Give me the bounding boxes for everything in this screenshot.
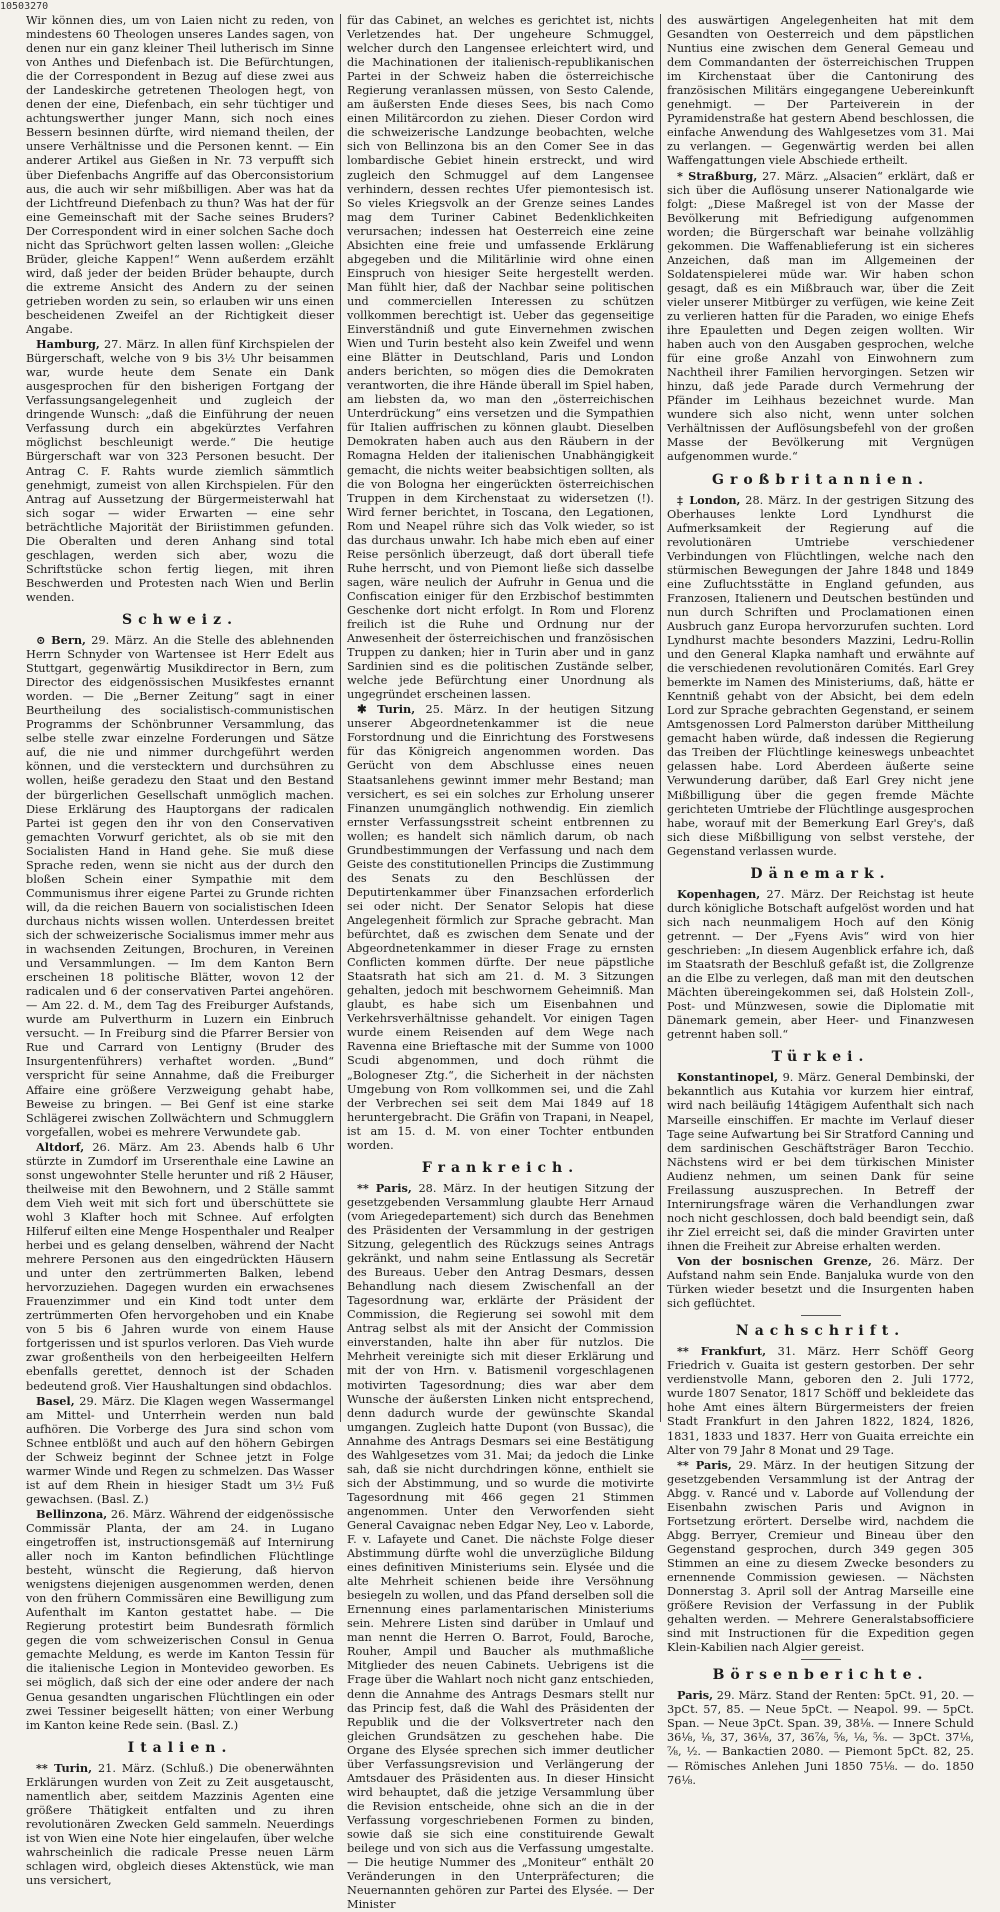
article-paragraph: für das Cabinet, an welches es gerichtet ist, nichts Verletzendes hat. Der ungeheure Schmuggel, welcher durch den Langensee erleichtert wird, und die Machinationen der italienisch-republikanischen Partei in der Schweiz haben die österreichische Regierung veranlassen müssen, von Sesto Calende, am äußersten Ende dieses Sees, bis nach Como einen Militärcordon zu ziehen. Dieser Cordon wird die schweizerische Landzunge beobachten, welche sich von Bellinzona bis an den Comer See in das lombardische Gebiet hinein erstreckt, und wird zugleich den Schmuggel auf dem Langensee verhindern, dessen rechtes Ufer piemontesisch ist. So vieles Kriegsvolk an der Grenze seines Landes mag dem Turiner Cabinet Bedenklichkeiten verursachen; indessen hat Oesterreich eine zeine Absichten eine freie und umfassende Erklärung abgegeben und die Militärlinie wird ohne einen Einspruch von hiesiger Seite hergestellt werden. Man fühlt hier, daß der Nachbar seine politischen und commerciellen Interessen zu schützen vollkommen berechtigt ist. Ueber das gegenseitige Einverständniß und gute Einvernehmen zwischen Wien und Turin besteht also kein Zweifel und wenn eine Blätter in Deutschland, Paris und London anders berichten, so mögen dies die Demokraten verantworten, die ihre Hände überall im Spiel haben, am liebsten da, wo man den „österreichischen Unterdrückung“ eins versetzen und die Sympathien für Italien auffrischen zu können glaubt. Dieselben Demokraten haben auch aus den Räubern in der Romagna Helden der italienischen Unabhängigkeit gemacht, die nichts weiter beabsichtigen sollten, als die von Bologna her eingerückten österreichischen Truppen in dem Kirchenstaat zu widersetzen (!). Wird ferner berichtet, in Toscana, den Legationen, Rom und Neapel rühre sich das Volk wieder, so ist das durchaus unwahr. Ich habe mich eben auf einer Reise persönlich überzeugt, daß dort überall tiefe Ruhe herrscht, und von Piemont ließe sich dasselbe sagen, wäre neulich der Aufruhr in Genua und die Confiscation einiger für den Erzbischof bestimmten Geschenke dort nicht erfolgt. In Rom und Florenz freilich ist die Ruhe und Ordnung nur der Anwesenheit der österreichischen und französischen Truppen zu danken; hier in Turin aber und in ganz Sardinien sind es die politischen Zustände selber, welche jede Befürchtung einer Unordnung als ungegründet erscheinen lassen. [347, 14, 654, 702]
dateline: ** Paris, [357, 1180, 412, 1195]
dateline: Basel, [36, 1393, 75, 1408]
section-heading-daenemark: Dänemark. [750, 865, 891, 882]
section-heading-grossbritannien: Großbritannien. [712, 471, 929, 488]
article-paragraph [667, 1254, 974, 1311]
section-heading-tuerkei: Türkei. [771, 1049, 870, 1066]
article-paragraph [26, 1761, 334, 1888]
section-heading-boersenberichte: Börsenberichte. [712, 1667, 929, 1684]
article-text: 21. März. (Schluß.) Die obenerwähnten Erklärungen wurden von Zeit zu Zeit ausgetauscht, namentlich aber, seitdem Mazzinis Agenten eine größere Thätigkeit entfalten und zu ihren revolutionären Zwecken Geld sammeln. Neuerdings ist von Wien eine Note hier eingelaufen, über welche wahrscheinlich die radicale Presse neuen Lärm schlagen wird, obgleich dieses Aktenstück, wie man uns versichert, [26, 1761, 334, 1888]
article-paragraph [26, 1394, 334, 1507]
article-text: 29. März. An die Stelle des ablehnenden Herrn Schnyder von Wartensee ist Herr Edelt aus Stuttgart, gegenwärtig Musikdirector in Bern, zum Director des eidgenössischen Musikfestes ernannt worden. — Die „Berner Zeitung“ sagt in einer Beurtheilung des socialistisch-communistischen Programms der Schönbrunner Versammlung, das selbe stelle zwar einzelne Forderungen und Sätze auf, die nie und nimmer durchgeführt werden können, und die verstecktern und durchsühren zu wollen, heiße geradezu den Staat und den Bestand der bürgerlichen Gesellschaft unmöglich machen. Diese Erklärung des Hauptorgans der radicalen Partei ist gegen den ihr von den Conservativen gemachten Vorwurf gerichtet, als ob sie mit den Socialisten Hand in Hand gehe. Sie muß diese Sprache reden, wenn sie nicht aus der durch den bloßen Schein einer Sympathie mit dem Communismus ihrer eigene Partei zu Grunde richten will, da die reichen Bauern von socialistischen Ideen durchaus nichts wissen wollen. Unterdessen breitet sich der schweizerische Socialismus immer mehr aus in wachsenden Zeitungen, Brochuren, in Vereinen und Versammlungen. — Im dem Kanton Bern erscheinen 18 politische Blätter, wovon 12 der radicalen und 6 der conservativen Partei angehören. — Am 22. d. M., dem Tag des Freiburger Aufstands, wurde am Pulverthurm in Luzern ein Einbruch versucht. — In Freiburg sind die Pfarrer Bersier von Rue und Carrard von Lentigny (Bruder des Insurgentenführers) verhaftet worden. „Bund“ verspricht für seine Annahme, daß die Freiburger Affaire eine größere Verzweigung gehabt habe, Beweise zu bringen. — Bei Genf ist eine starke Schlägerei zwischen Zollwächtern und Schmugglern vorgefallen, wobei es mehrere Verwundete gab. [26, 634, 334, 1139]
article-text: 26. März. Am 23. Abends halb 6 Uhr stürzte in Zumdorf im Urserenthale eine Lawine an sonst ungewohnter Stelle herunter und riß 2 Häuser, theilweise mit den Bewohnern, und 2 Ställe sammt dem Vieh weit mit sich fort und überschüttete sie wohl 3 Klafter hoch mit Schnee. Auf erfolgten Hilferuf eilten eine Menge Hospenthaler und Realper herbei und es gelang denselben, während der Nacht mehrere Personen aus den eingedrückten Häusern und unter den zertrümmerten Balken, lebend hervorzuziehen. Dagegen wurden ein erwachsenes Frauenzimmer und ein Kind todt unter dem zertrümmerten Ofen hervorgehoben und ein Knabe von 5 bis 6 Jahren wurde von einem Hause fortgerissen und ist spurlos verloren. Das Vieh wurde zwar großentheils von den herbeigeeilten Helfern ebenfalls gerettet, dennoch ist der Schaden bedeutend groß. Vier Haushaltungen sind obdachlos. [26, 1140, 334, 1393]
article-text: 26. März. Während der eidgenössische Commissär Planta, der am 24. in Lugano eingetroffen ist, instructionsgemäß auf Internirung aller noch im Kanton befindlichen Flüchtlinge besteht, wünscht die Regierung, daß hiervon wenigstens diejenigen ausgenommen werden, denen von den frühern Commissären eine Bewilligung zum Aufenthalt im Kanton gestattet habe. — Die Regierung protestirt beim Bundesrath förmlich gegen die vom schweizerischen Consul in Genua gemachte Meldung, es werde im Kanton Tessin für die italienische Legion in Montevideo geworben. Es sei möglich, daß sich der eine oder andere der nach Genua gesandten ungarischen Flüchtlingen ein oder zwei Tessiner beigesellt hätten; von einer Werbung im Kanton keine Rede sein. (Basl. Z.) [26, 1507, 334, 1732]
article-text: 28. März. In der heutigen Sitzung der gesetzgebenden Versammlung glaubte Herr Arnaud (vom Ariegedepartement) sich durch das Benehmen des Präsidenten der Versammlung in der gestrigen Sitzung, gelegentlich des Rückzugs seines Antrags gekränkt, und nahm seine Entlassung als Secretär des Bureaus. Ueber den Antrag Desmars, dessen Behandlung nach diesem Zwischenfall an der Tagesordnung war, erklärte der Präsident der Commission, die Regierung sei sowohl mit dem Antrag selbst als mit der Ansicht der Commission einverstanden, halte ihn aber für nutzlos. Die Mehrheit vereinigte sich mit dieser Erklärung und mit der von Hrn. v. Batismenil vorgeschlagenen motivirten Tagesordnung; dies war aber dem Wunsche der äußersten Linken nicht entsprechend, denn dadurch wurde der gewünschte Skandal umgangen. Zugleich hatte Dupont (von Bussac), die Annahme des Antrags Desmars sei eine Bestätigung des Wahlgesetzes vom 31. Mai; da jedoch die Linke sah, daß sie nicht durchdringen könne, enthielt sie sich der Abstimmung, und so wurde die motivirte Tagesordnung mit 466 gegen 21 Stimmen angenommen. Unter den Verworfenden sieht General Cavaignac neben Edgar Ney, Leo v. Laborde, F. v. Lafayete und Canet. Die nächste Folge dieser Abstimmung dürfte wohl die unverzügliche Bildung eines definitiven Ministeriums sein. Elysée und die alte Mehrheit schienen beide ihre Versöhnung besiegeln zu wollen, und das Pfand derselben soll die Ernennung eines parlamentarischen Ministeriums sein. Mehrere Listen sind darüber in Umlauf und man nennt die Herren O. Barrot, Fould, Baroche, Rouher, Ampil und Baucher als muthmaßliche Mitglieder des neuen Cabinets. Uebrigens ist die Frage über die Wahlart noch nicht ganz entschieden, denn die Annahme des Antrags Desmars stellt nur das Princip fest, daß die Wahl des Präsidenten der Republik und die der Volksvertreter nach den gleichen Grundsätzen zu geschehen habe. Die Organe des Elysée sprechen sich immer deutlicher über Verfassungsrevision und Verlängerung der Amtsdauer des Präsidenten aus. In dieser Hinsicht wird behauptet, daß die jetzige Versammlung über die Revision entscheide, ohne sich an die in der Verfassung vorgeschriebenen Formen zu binden, sowie daß sie sich eine constituirende Gewalt beilege und von sich aus die Verfassung umgestalte. — Die heutige Nummer des „Moniteur“ enthält 20 Veränderungen in den Unterpräfecturen; die Neuernannten gehören zur Partei des Elysée. — Der Minister [347, 1181, 655, 1912]
article-paragraph [667, 169, 974, 465]
dateline: * Straßburg, [677, 168, 758, 183]
article-text: 28. März. In der gestrigen Sitzung des Oberhauses lenkte Lord Lyndhurst die Aufmerksamkeit der Regierung auf die revolutionären Umtriebe verschiedener Verbindungen von Flüchtlingen, welche nach den stürmischen Bewegungen der Jahre 1848 und 1849 eine Zufluchtsstätte in England gefunden, aus Franzosen, Italienern und Deutschen bestünden und nun durch Schriften und Proclamationen einen Ausbruch ganz Europa hervorzurufen suchten. Lord Lyndhurst machte besonders Mazzini, Ledru-Rollin und den General Klapka namhaft und erwähnte auf die verschiedenen revolutionären Comités. Earl Grey bemerkte im Namen des Ministeriums, daß, hätte er Kenntniß gehabt von der Absicht, bei dem edeln Lord zur Sprache gebrachten Gegenstand, er seinem Amtsgenossen Lord Palmerston darüber Mittheilung gemacht haben würde, daß indessen die Regierung das Treiben der Flüchtlinge keineswegs unbeachtet gelassen habe. Lord Aberdeen äußerte seine Verwunderung darüber, daß Earl Grey nicht jene Mißbilligung über die gegen fremde Mächte gerichteten Umtriebe der Flüchtlinge ausgesprochen habe, worauf mit der Bemerkung Earl Grey's, daß sich diese Mißbilligung von selbst verstehe, der Gegenstand verlassen wurde. [667, 493, 974, 858]
article-paragraph [26, 337, 334, 605]
article-paragraph [667, 887, 974, 1043]
article-text: 31. März. Herr Schöff Georg Friedrich v. Guaita ist gestern gestorben. Der sehr verdienstvolle Mann, geboren den 2. Juli 1772, wurde 1807 Senator, 1817 Schöff und bekleidete das hohe Amt eines ältern Bürgermeisters der freien Stadt Frankfurt in den Jahren 1822, 1824, 1826, 1831, 1833 und 1837. Herr von Guaita erreichte ein Alter von 79 Jahr 8 Monat und 29 Tage. [667, 1345, 974, 1457]
dateline: Kopenhagen, [677, 886, 761, 901]
dateline: Altdorf, [36, 1139, 85, 1154]
article-paragraph [667, 1458, 974, 1656]
section-heading-nachschrift: Nachschrift. [735, 1323, 906, 1340]
archive-serial-number: 10503270 [0, 1, 49, 12]
article-text: 25. März. In der heutigen Sitzung unserer Abgeordnetenkammer ist die neue Forstordnung und die Einrichtung des Forstwesens für das Königreich angenommen worden. Das Gerücht von dem Abschlusse eines neuen Staatsanlehens gewinnt immer mehr Bestand; man versichert, es sei ein solches zur Erholung unserer Finanzen unumgänglich nothwendig. Ein ziemlich ernster Verfassungsstreit scheint entbrennen zu wollen; es handelt sich nämlich darum, ob nach Grundbestimmungen der Verfassung und nach dem Geiste des constitutionellen Princips die Zustimmung des Senats zu den Beschlüssen der Deputirtenkammer über Finanzsachen erforderlich sei oder nicht. Der Senator Selopis hat diese Angelegenheit förmlich zur Sprache gebracht. Man befürchtet, daß es zwischen dem Senate und der Abgeordnetenkammer in dieser Frage zu ernsten Conflicten kommen dürfte. Der neue päpstliche Staatsrath hat sich am 21. d. M. 3 Sitzungen gehalten, jedoch mit beschwornem Geheimniß. Man glaubt, es habe sich um Eisenbahnen und Verkehrsverhältnisse gehandelt. Vor einigen Tagen wurde einem Reisenden auf dem Wege nach Ravenna eine Brieftasche mit der Summe von 1000 Scudi abgenommen, und doch rühmt die „Bologneser Ztg.“, die Sicherheit in der nächsten Umgebung von Rom vollkommen sei, und die Zahl der Verbrechen sei seit dem Mai 1849 auf 18 heruntergebracht. Die Gräfin von Trapani, in Neapel, ist am 15. d. M. von einer Tochter entbunden worden. [347, 703, 654, 1152]
dateline: Von der bosnischen Grenze, [677, 1253, 872, 1268]
dateline: ‡ London, [677, 492, 741, 507]
section-divider [801, 1659, 841, 1660]
column-3 [660, 14, 980, 1787]
section-heading-schweiz: Schweiz. [122, 611, 238, 628]
article-text: 26. März. Der Aufstand nahm sein Ende. Banjaluka wurde von den Türken wieder besetzt und die Insurgenten haben sich geflüchtet. [667, 1254, 974, 1311]
article-paragraph: Wir können dies, um von Laien nicht zu reden, von mindestens 60 Theologen unseres Landes sagen, von denen nur ein ganz kleiner Theil lutherisch im Sinne von Anthes und Diefenbach ist. Die Befürchtungen, die der Correspondent in Bezug auf diese zwei aus der Landeskirche getretenen Theologen hegt, von denen der eine, Diefenbach, ein sehr tüchtiger und achtungswerther junger Mann, sich noch eines Bessern besinnen dürfte, wird niemand theilen, der unsere Verhältnisse und die Personen kennt. — Ein anderer Artikel aus Gießen in Nr. 73 verpufft sich über Diefenbachs Angriffe auf das Oberconsistorium aus, die auch wir sehr mißbilligen. Aber was hat da der Lichtfreund Diefenbach zu thun? Was hat der für eine Gemeinschaft mit der Sache seines Bruders? Der Correspondent wird in einer solchen Sache doch nicht das Sprüchwort gelten lassen wollen: „Gleiche Brüder, gleiche Kappen!“ Wenn außerdem erzählt wird, daß jeder der beiden Brüder behaupte, durch die extreme Ansicht des Andern zu der seinen getrieben worden zu sein, so erlauben wir uns einen bescheidenen Zweifel an der Richtigkeit dieser Angabe. [26, 14, 334, 337]
article-paragraph [667, 1344, 974, 1457]
article-text: 29. März. In der heutigen Sitzung der gesetzgebenden Versammlung ist der Antrag der Abgg. v. Rancé und v. Laborde auf Vollendung der Eisenbahn zwischen Paris und Avignon in Fortsetzung erörtert. Derselbe wird, nachdem die Abgg. Berryer, Cremieur und Bineau über den Gegenstand gesprochen, durch 349 gegen 305 Stimmen an eine zu diesem Zwecke besonders zu ernennende Commission gewiesen. — Nächsten Donnerstag 3. April soll der Antrag Marseille eine größere Revision der Verfassung in der Publik gehalten werden. — Mehrere Generalstabsofficiere sind mit Instructionen für die Expedition gegen Klein-Kabilien nach Algier gereist. [667, 1458, 975, 1655]
article-paragraph [347, 702, 654, 1153]
dateline: ** Frankfurt, [677, 1344, 767, 1359]
article-paragraph [26, 633, 334, 1140]
dateline: Bellinzona, [36, 1506, 108, 1521]
dateline: ** Turin, [36, 1760, 93, 1775]
article-paragraph [667, 1070, 974, 1254]
article-paragraph [347, 1181, 654, 1912]
article-text: 27. März. Der Reichstag ist heute durch königliche Botschaft aufgelöst worden und hat sich nach neunmaligem Hoch auf den König getrennt. — Der „Fyens Avis“ wird von hier geschrieben: „In diesem Augenblick erfahre ich, daß im Staatsrath der Beschluß gefaßt ist, die Zollgrenze an die Elbe zu verlegen, daß man mit den deutschen Mächten übereingekommen sei, daß Holstein Zoll-, Post- und Münzwesen, sowie die Diplomatie mit Dänemark gemein, aber Heer- und Finanzwesen getrennt haben soll.“ [667, 887, 974, 1042]
column-2 [340, 14, 660, 1912]
dateline: ** Paris, [677, 1457, 732, 1472]
article-text: 27. März. „Alsacien“ erklärt, daß er sich über die Auflösung unserer Nationalgarde wie folgt: „Diese Maßregel ist von der Masse der Bevölkerung mit Befriedigung aufgenommen worden; die Bürgerschaft war beinahe vollzählig gekommen. Die Waffenablieferung ist ein sicheres Anzeichen, daß man im Allgemeinen der Soldatenspielerei müde war. Wir haben schon gesagt, daß es ein Mißbrauch war, über die Zeit vieler unserer Mitbürger zu verfügen, wie keine Zeit zu verlieren hatten für die Paraden, wo einige Ehefs ihre Epauletten und Degen zeigen wollten. Wir haben auch von den Ausgaben gesprochen, welche für eine große Anzahl von Einwohnern zum Nachtheil ihrer Familien hervorgingen. Setzen wir hinzu, daß jede Parade durch Vermehrung der Pfänder im Leihhaus bezeichnet wurde. Man wundere sich also nicht, wenn unter solchen Verhältnissen der Auflösungsbefehl von der großen Masse der Bevölkerung mit Vergnügen aufgenommen wurde.“ [667, 169, 975, 464]
section-heading-italien: Italien. [127, 1739, 233, 1756]
section-heading-frankreich: Frankreich. [421, 1159, 580, 1176]
dateline: ⊙ Bern, [36, 633, 86, 648]
article-paragraph [667, 493, 974, 859]
section-divider [801, 1315, 841, 1316]
column-1 [20, 14, 340, 1888]
dateline: Hamburg, [36, 337, 100, 352]
article-paragraph [26, 1507, 334, 1733]
dateline: Konstantinopel, [677, 1070, 778, 1085]
newspaper-page [20, 14, 982, 1912]
article-paragraph: des auswärtigen Angelegenheiten hat mit dem Gesandten von Oesterreich und dem päpstlichen Nuntius eine zwischen dem General Gemeau und dem Commandanten der österreichischen Truppen im Kirchenstaat über die Cantonirung des französischen Militärs eingegangene Uebereinkunft genehmigt. — Der Parteiverein in der Pyramidenstraße hat gestern Abend beschlossen, die einfache Anwendung des Wahlgesetzes vom 31. Mai zu verlangen. — Gegenwärtig werden bei allen Waffengattungen viele Abschiede ertheilt. [667, 14, 974, 168]
article-text: 9. März. General Dembinski, der bekanntlich aus Kutahia vor kurzem hier eintraf, wird nach beiläufig 14tägigem Aufenthalt sich nach Marseille einschiffen. Er machte im Verlauf dieser Tage seine Aufwartung bei Sir Stratford Canning und dem sardinischen Geschäftsträger Baron Tecchio. Nächstens wird er bei dem türkischen Minister Audienz nehmen, um seinen Dank für seine Freilassung auszusprechen. In Betreff der Internirungsfrage wären die Verhandlungen zwar noch nicht geschlossen, doch bald beendigt sein, daß ihr Ziel erreicht sei, daß die minder Gravirten unter ihnen die Freiheit zur Abreise erhalten werden. [667, 1071, 974, 1253]
dateline: Paris, [677, 1688, 714, 1703]
dateline: ✱ Turin, [357, 702, 416, 717]
article-paragraph [667, 1688, 974, 1787]
article-text: 29. März. Die Klagen wegen Wassermangel am Mittel- und Unterrhein werden nun bald aufhören. Die Vorberge des Jura sind schon vom Schnee entblößt und auch auf den höhern Gebirgen der Schweiz beginnt der Schnee jetzt in Folge warmer Winde und Regen zu schmelzen. Das Wasser ist auf dem Rhein in hiesiger Stadt um 3½ Fuß gewachsen. (Basl. Z.) [26, 1394, 334, 1506]
article-text: 29. März. Stand der Renten: 5pCt. 91, 20. — 3pCt. 57, 85. — Neue 5pCt. — Neapol. 99. — 5pCt. Span. — Neue 3pCt. Span. 39, 38⅛. — Innere Schuld 36⅛, ⅛, 37, 36⅛, 37, 36⅞, ⅝, ⅛, ⅝. — 3pCt. 37⅛, ⅞, ½. — Bankactien 2080. — Piemont 5pCt. 82, 25. — Römisches Anlehen Juni 1850 75⅛. — do. 1850 76⅛. [667, 1689, 974, 1787]
article-paragraph [26, 1140, 334, 1394]
article-text: 27. März. In allen fünf Kirchspielen der Bürgerschaft, welche von 9 bis 3½ Uhr beisammen war, wurde heute dem Senate ein Dank ausgesprochen für den bisherigen Fortgang der Verfassungsangelegenheit und zugleich der dringende Wunsch: „daß die Einführung der neuen Verfassung durch ein abgekürztes Verfahren möglichst beschleunigt werde.“ Die heutige Bürgerschaft war von 323 Personen besucht. Der Antrag C. F. Rahts wurde ziemlich sämmtlich genehmigt, zumeist von allen Kirchspielen. Für den Antrag auf Aussetzung der Bürgermeisterwahl hat sich sogar — wider Erwarten — eine sehr beträchtliche Majorität der Biriistimmen gefunden. Die Oberalten und deren Anhang sind total geschlagen, werden sich aber, wozu die Schriftstücke schon fertig liegen, mit ihren Beschwerden und Protesten nach Wien und Berlin wenden. [26, 338, 334, 604]
